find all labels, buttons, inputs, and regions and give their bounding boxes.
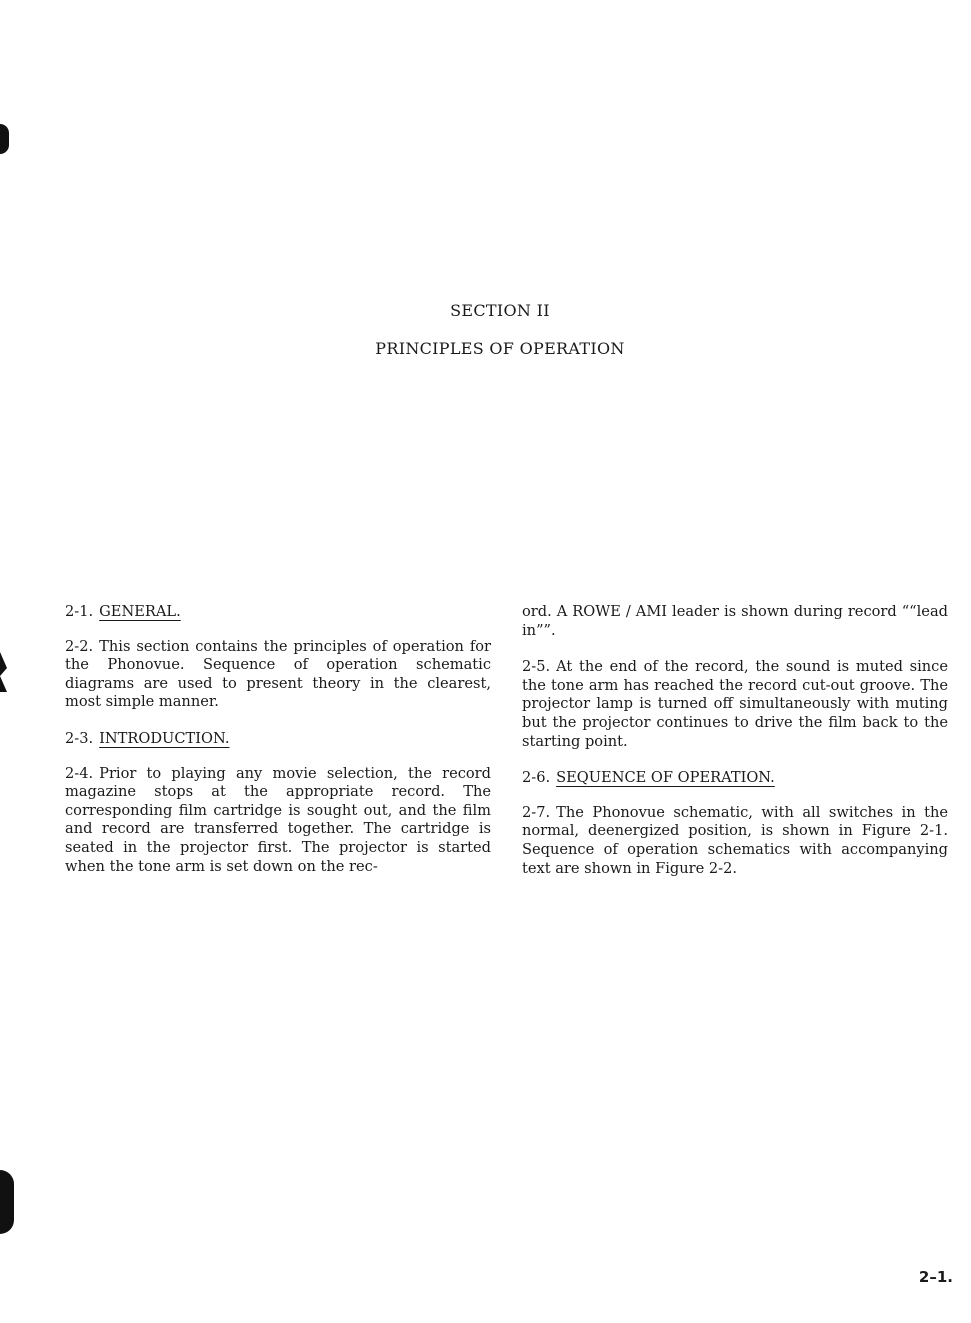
heading-introduction: INTRODUCTION. [99,729,230,747]
left-column [65,603,491,894]
paragraph-text: The Phonovue schematic, with all switches in the normal, deenergized position, is shown in Figure 2-1. Sequence of operation schematics with accompanying text are shown in Figure 2-2. [522,803,948,877]
paragraph-2-1 [65,603,491,622]
paragraph-number: 2-4. [65,764,94,782]
paragraph-number: 2-1. [65,603,94,620]
paragraph-text: ord. A ROWE / AMI leader is shown during record ““lead in””. [522,603,948,639]
section-number: SECTION II [450,301,550,320]
paragraph-2-2 [65,638,491,712]
paragraph-2-7 [522,804,948,878]
paragraph-number: 2-5. [522,658,551,676]
section-title: PRINCIPLES OF OPERATION [375,339,625,358]
punch-hole-mark-top [0,124,9,154]
page-number: 2–1. [918,1268,953,1286]
paragraph-text: At the end of the record, the sound is muted since the tone arm has reached the record cut-out groove. The projector lamp is turned off simultaneously with muting but the projector continues to drive the film back to the starting point. [522,658,948,750]
paragraph-text: This section contains the principles of operation for the Phonovue. Sequence of operation schematic diagrams are used to present theory in the clearest, most simple manner. [65,637,491,711]
punch-hole-mark-bottom [0,1170,14,1234]
punch-hole-mark-middle [0,652,7,692]
paragraph-number: 2-6. [522,769,551,787]
heading-sequence-of-operation: SEQUENCE OF OPERATION. [556,769,775,787]
paragraph-2-4-continued [522,603,948,640]
paragraph-number: 2-3. [65,729,94,747]
paragraph-number: 2-2. [65,637,94,655]
paragraph-text: Prior to playing any movie selection, the record magazine stops at the appropriate record. The corresponding film cartridge is sought out, and the film and record are transferred together. The cartridge is seated in the projector first. The projector is started when the tone arm is set down on the rec- [65,764,491,875]
paragraph-number: 2-7. [522,803,551,821]
right-column [522,603,948,896]
paragraph-2-4 [65,765,491,877]
paragraph-2-5 [522,658,948,751]
paragraph-2-6 [522,769,948,788]
paragraph-2-3 [65,730,491,749]
heading-general: GENERAL. [99,603,181,620]
